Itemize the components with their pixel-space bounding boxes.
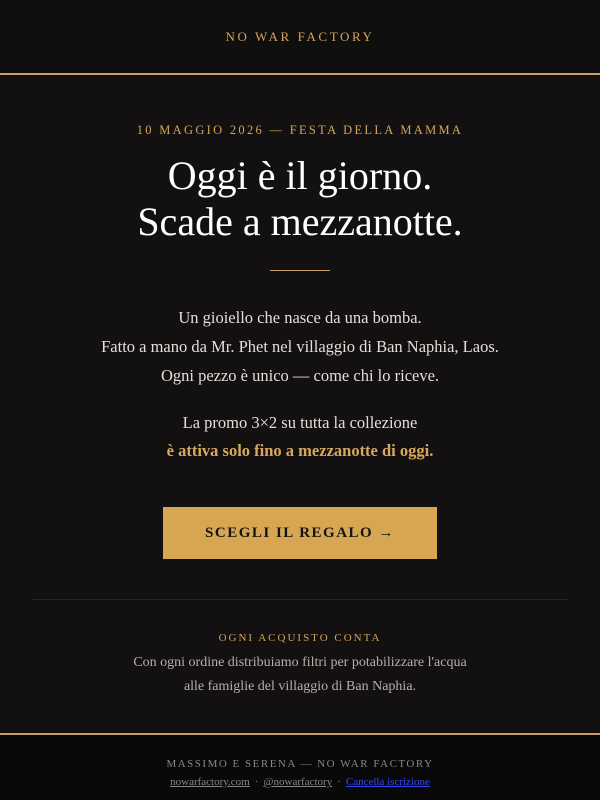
email-footer xyxy=(0,733,600,800)
unsubscribe-link[interactable]: Cancella iscrizione xyxy=(345,776,430,788)
social-link[interactable]: @nowarfactory xyxy=(263,776,333,788)
email-header xyxy=(0,0,600,75)
promo-text xyxy=(0,409,600,465)
promo-line: La promo 3×2 su tutta la collezione xyxy=(182,413,418,432)
body-line-1: Un gioiello che nasce da una bomba. xyxy=(178,308,422,327)
body-line-2: Fatto a mano da Mr. Phet nel villaggio di Ban Naphia, Laos. xyxy=(101,337,499,356)
website-link[interactable]: nowarfactory.com xyxy=(170,776,250,788)
section-separator xyxy=(32,599,568,600)
headline-divider xyxy=(270,270,330,271)
date-line: 10 MAGGIO 2026 — FESTA DELLA MAMMA xyxy=(136,123,464,137)
impact-text xyxy=(0,651,600,699)
impact-line-2: alle famiglie del villaggio di Ban Naphia. xyxy=(183,679,417,694)
headline xyxy=(0,153,600,245)
impact-line-1: Con ogni ordine distribuiamo filtri per potabilizzare l'acqua xyxy=(133,655,467,670)
footer-separator: · xyxy=(254,776,259,788)
body-line-3: Ogni pezzo è unico — come chi lo riceve. xyxy=(160,366,440,385)
headline-line-1: Oggi è il giorno. xyxy=(167,153,433,198)
choose-gift-button[interactable]: SCEGLI IL REGALO → xyxy=(163,507,437,559)
headline-line-2: Scade a mezzanotte. xyxy=(137,199,463,244)
email-main xyxy=(0,75,600,733)
promo-highlight: è attiva solo fino a mezzanotte di oggi. xyxy=(166,441,434,460)
body-text xyxy=(0,303,600,390)
brand-name: NO WAR FACTORY xyxy=(225,28,375,44)
footer-signature: MASSIMO E SERENA — NO WAR FACTORY xyxy=(166,758,434,770)
footer-links xyxy=(0,776,600,788)
footer-separator: · xyxy=(337,776,341,788)
impact-title: OGNI ACQUISTO CONTA xyxy=(218,632,382,644)
